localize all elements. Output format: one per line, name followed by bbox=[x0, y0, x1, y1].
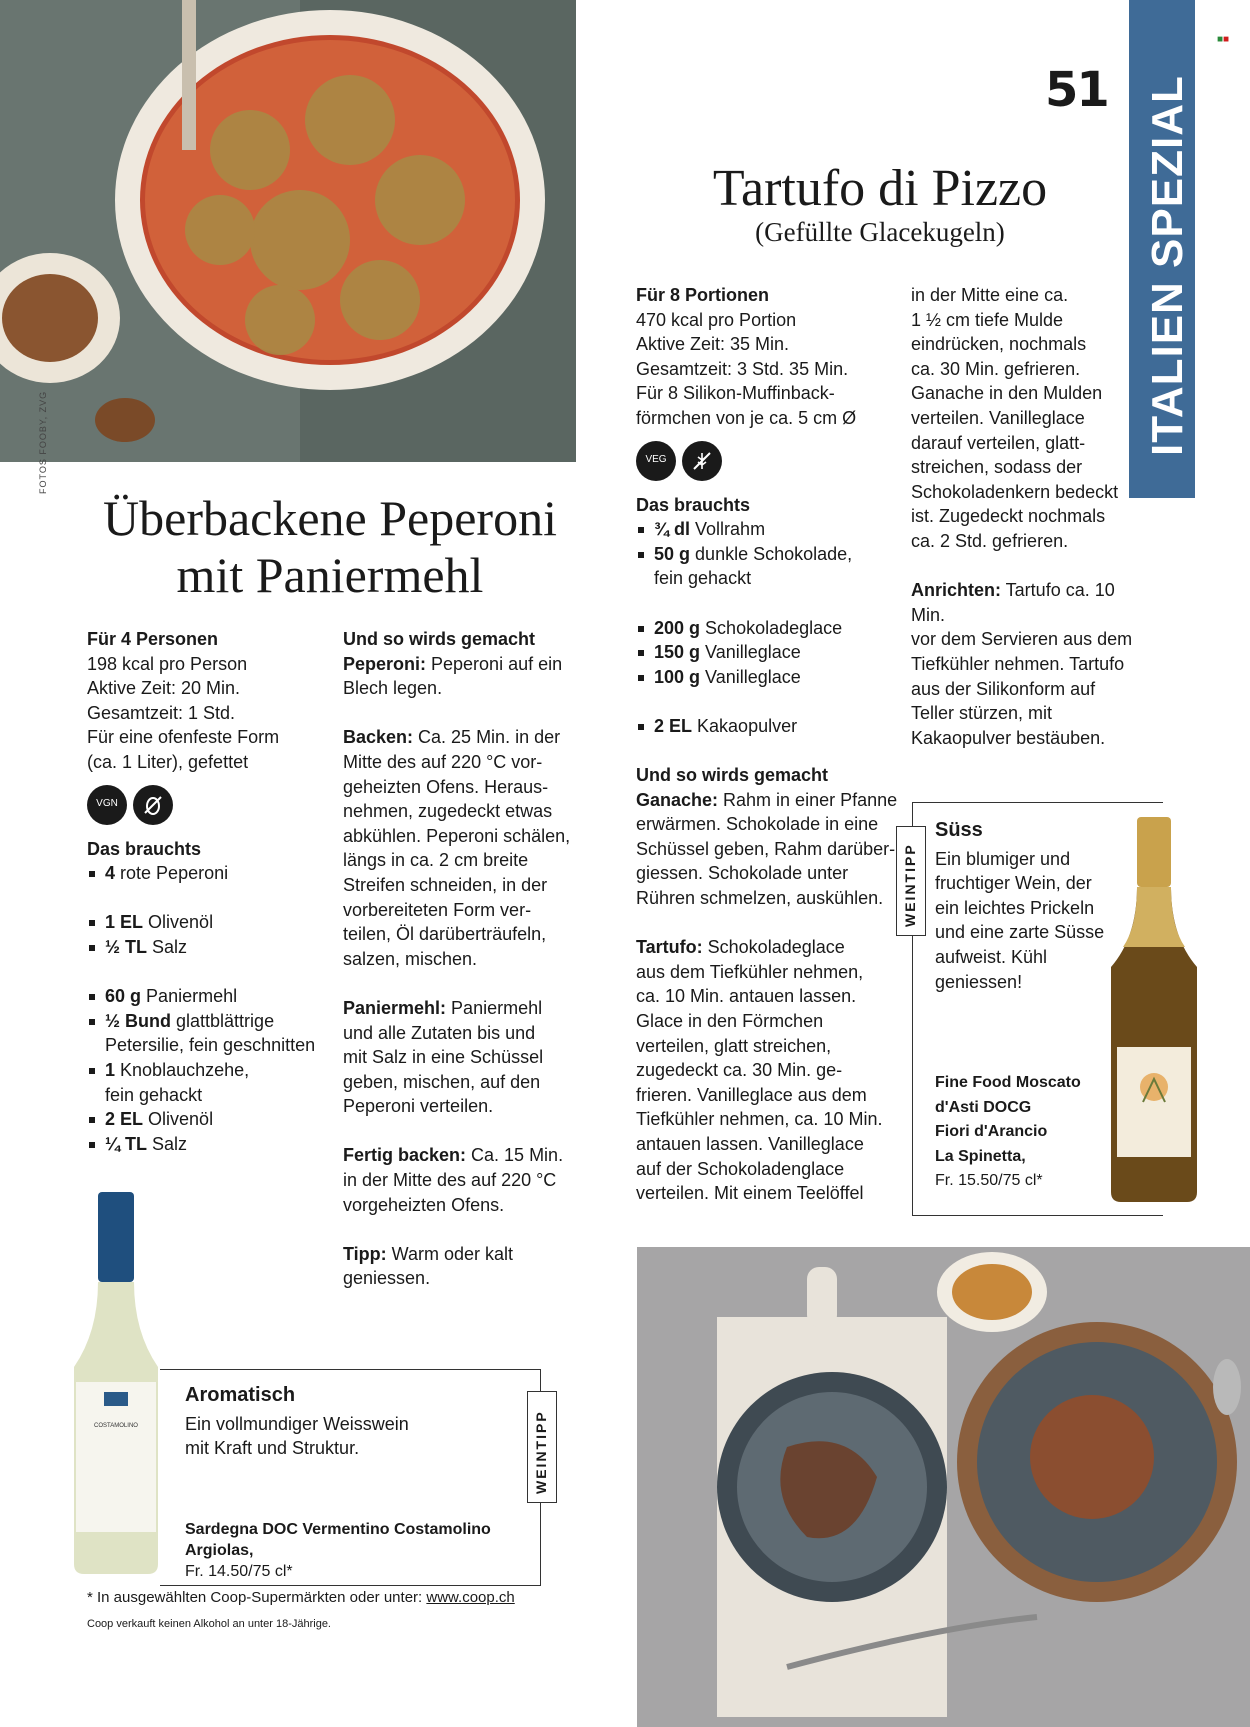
vegetarian-icon: VEG bbox=[636, 441, 676, 481]
recipe2-cont-line: Ganache in den Mulden bbox=[911, 383, 1103, 404]
recipe2-meta-line: Aktive Zeit: 35 Min. bbox=[636, 334, 790, 355]
recipe2-meta-line: Gesamtzeit: 3 Std. 35 Min. bbox=[636, 358, 849, 379]
recipe2-cont-line: in der Mitte eine ca. bbox=[911, 285, 1069, 305]
recipe2-meta-line: 470 kcal pro Portion bbox=[636, 309, 797, 330]
no-egg-icon bbox=[133, 785, 173, 825]
recipe2-cont-line: 1 ½ cm tiefe Mulde bbox=[911, 309, 1064, 330]
recipe1-title-line2: mit Paniermehl bbox=[176, 547, 484, 603]
wine1-name: Sardegna DOC Vermentino Costamolino Argiolas, bbox=[185, 1521, 491, 1559]
wine-tip-tag: WEINTIPP bbox=[527, 1391, 557, 1503]
recipe2-cont-line: streichen, sodass der bbox=[911, 457, 1083, 478]
wine2-name-line: Fiori d'Arancio bbox=[935, 1123, 1048, 1141]
vegan-icon: VGN bbox=[87, 785, 127, 825]
recipe1-step: Fertig backen: Ca. 15 Min. in der Mitte des auf 220 °C vorgeheizten Ofens. bbox=[343, 1145, 564, 1215]
ingredient-item: 100 g Vanilleglace bbox=[636, 665, 906, 690]
wine1-title: Aromatisch bbox=[185, 1384, 296, 1406]
recipe2-cont-line: ca. 2 Std. gefrieren. bbox=[911, 530, 1069, 551]
recipe2-cont-line: darauf verteilen, glatt- bbox=[911, 432, 1086, 453]
wine2-text-line: Ein blumiger und bbox=[935, 848, 1071, 869]
peppers-illustration bbox=[0, 0, 576, 462]
wine2-text-line: geniessen! bbox=[935, 971, 1023, 992]
recipe1-meta-line: (ca. 1 Liter), gefettet bbox=[87, 751, 249, 772]
ingredient-item: 1 EL Olivenöl bbox=[87, 910, 347, 935]
ingredient-item: ¾ dl Vollrahm bbox=[636, 517, 906, 542]
ingredient-item: 1 Knoblauchzehe, fein gehackt bbox=[87, 1058, 347, 1107]
recipe2-cont-line: eindrücken, nochmals bbox=[911, 334, 1087, 355]
recipe2-step: Tartufo: Schokoladeglace aus dem Tiefkühler nehmen, ca. 10 Min. antauen lassen. Glace in den Förmchen verteilen, glatt streichen, zugedeckt ca. 30 Min. ge- frieren. Vanilleglace aus dem Tiefkühler nehmen, ca. 10 Min. antauen lassen. Vanilleglace auf der Schokoladenglace verteilen. Mit einem Teelöffel bbox=[636, 937, 883, 1204]
ingredient-item: 50 g dunkle Schokolade, fein gehackt bbox=[636, 542, 906, 591]
ingredient-item: 60 g Paniermehl bbox=[87, 984, 347, 1009]
wine1-price: Fr. 14.50/75 cl* bbox=[185, 1563, 293, 1580]
recipe2-servings: Für 8 Portionen bbox=[636, 285, 770, 305]
section-label: ITALIEN SPEZIAL bbox=[1143, 75, 1192, 456]
recipe2-meta-line: Für 8 Silikon-Muffinback- bbox=[636, 383, 835, 404]
recipe1-meta-line: Für eine ofenfeste Form bbox=[87, 727, 280, 748]
recipe2-ingredients-heading: Das brauchts bbox=[636, 494, 751, 515]
recipe1-step: Backen: Ca. 25 Min. in der Mitte des auf 220 °C vor- geheizten Ofens. Heraus- nehmen, zugedeckt etwas abkühlen. Peperoni schälen, längs in ca. 2 cm breite Streifen schneiden, in der vorbereiteten Form ver- teilen, Öl darüberträufeln, salzen, mischen. bbox=[343, 727, 571, 969]
recipe1-meta-line: Aktive Zeit: 20 Min. bbox=[87, 678, 241, 699]
wine2-title: Süss bbox=[935, 819, 983, 841]
recipe1-info bbox=[87, 627, 347, 1156]
ingredient-item: 2 EL Olivenöl bbox=[87, 1107, 347, 1132]
recipe1-method bbox=[343, 627, 603, 1291]
wine2-name-line: La Spinetta, bbox=[935, 1147, 1026, 1165]
recipe1-title bbox=[60, 490, 600, 604]
photo-credit: FOTOS FOOBY, ZVG bbox=[38, 390, 48, 494]
recipe1-step: Paniermehl: Paniermehl und alle Zutaten bis und mit Salz in eine Schüssel geben, mischen, auf den Peperoni verteilen. bbox=[343, 997, 544, 1117]
wine2-price: Fr. 15.50/75 cl* bbox=[935, 1172, 1043, 1190]
recipe1-title-line1: Überbackene Peperoni bbox=[103, 490, 557, 546]
recipe2-cont-line: Schokoladenkern bedeckt bbox=[911, 481, 1119, 502]
recipe2-subtitle: (Gefüllte Glacekugeln) bbox=[755, 217, 1005, 247]
footnote-line2: Coop verkauft keinen Alkohol an unter 18-Jährige. bbox=[87, 1618, 331, 1630]
moscato-bottle-image bbox=[1103, 817, 1205, 1202]
footnote-line1: * In ausgewählten Coop-Supermärkten oder unter: www.coop.ch bbox=[87, 1589, 515, 1606]
ingredient-item: 150 g Vanilleglace bbox=[636, 640, 906, 665]
wine1-text bbox=[185, 1383, 515, 1461]
wine2-text-line: ein leichtes Prickeln bbox=[935, 897, 1095, 918]
no-gluten-icon bbox=[682, 441, 722, 481]
recipe1-ingredients-heading: Das brauchts bbox=[87, 838, 202, 859]
recipe2-meta-line: förmchen von je ca. 5 cm Ø bbox=[636, 407, 857, 428]
wine2-product bbox=[935, 1071, 1115, 1194]
recipe2-info bbox=[636, 283, 906, 1206]
photo-tartufo bbox=[637, 1247, 1250, 1727]
ingredient-item: ¼ TL Salz bbox=[87, 1132, 347, 1157]
ingredient-item: ½ Bund glattblättrige Petersilie, fein geschnitten bbox=[87, 1009, 347, 1058]
wine2-text-line: aufweist. Kühl bbox=[935, 946, 1048, 967]
recipe1-meta-line: Gesamtzeit: 1 Std. bbox=[87, 702, 236, 723]
wine1-product bbox=[185, 1519, 525, 1582]
wine1-text-line: mit Kraft und Struktur. bbox=[185, 1438, 360, 1459]
coop-link[interactable]: www.coop.ch bbox=[426, 1589, 515, 1606]
wine1-text-line: Ein vollmundiger Weisswein bbox=[185, 1413, 409, 1434]
recipe2-cont-line: verteilen. Vanilleglace bbox=[911, 407, 1085, 428]
recipe1-method-heading: Und so wirds gemacht bbox=[343, 629, 536, 649]
wine2-text-line: und eine zarte Süsse bbox=[935, 922, 1105, 943]
recipe2-method-continued bbox=[911, 283, 1141, 750]
ingredient-item: 2 EL Kakaopulver bbox=[636, 714, 906, 739]
photo-baked-peppers bbox=[0, 0, 576, 462]
logo-dots: ■■ bbox=[1217, 34, 1230, 45]
tartufo-illustration bbox=[637, 1247, 1250, 1727]
vermentino-bottle-image bbox=[68, 1192, 164, 1574]
ingredient-item: ½ TL Salz bbox=[87, 935, 347, 960]
recipe2-serve: Anrichten: Tartufo ca. 10 Min. vor dem Servieren aus dem Tiefkühler nehmen. Tartufo aus der Silikonform auf Teller stürzen, mit Kakaopulver bestäuben. bbox=[911, 580, 1133, 748]
recipe2-step: Ganache: Rahm in einer Pfanne erwärmen. Schokolade in eine Schüssel geben, Rahm darüber- giessen. Schokolade unter Rühren schmelzen, auskühlen. bbox=[636, 789, 898, 909]
recipe1-servings: Für 4 Personen bbox=[87, 629, 219, 649]
recipe1-meta-line: 198 kcal pro Person bbox=[87, 653, 248, 674]
recipe2-method-heading: Und so wirds gemacht bbox=[636, 765, 829, 786]
recipe1-tip: Tipp: Warm oder kalt geniessen. bbox=[343, 1243, 514, 1289]
wine2-name-line: d'Asti DOCG bbox=[935, 1098, 1032, 1116]
ingredient-item: 200 g Schokoladeglace bbox=[636, 616, 906, 641]
recipe2-title: Tartufo di Pizzo bbox=[712, 160, 1048, 217]
recipe2-cont-line: ca. 30 Min. gefrieren. bbox=[911, 358, 1081, 379]
wine-tip-tag: WEINTIPP bbox=[896, 826, 926, 936]
wine2-text-line: fruchtiger Wein, der bbox=[935, 873, 1092, 894]
recipe2-cont-line: ist. Zugedeckt nochmals bbox=[911, 506, 1106, 527]
page-number: 51 bbox=[1045, 62, 1108, 118]
recipe1-step: Peperoni: Peperoni auf ein Blech legen. bbox=[343, 653, 563, 699]
wine2-name-line: Fine Food Moscato bbox=[935, 1074, 1081, 1091]
bottle-label-text: COSTAMOLINO bbox=[94, 1423, 138, 1429]
ingredient-item: 4 rote Peperoni bbox=[87, 861, 347, 886]
